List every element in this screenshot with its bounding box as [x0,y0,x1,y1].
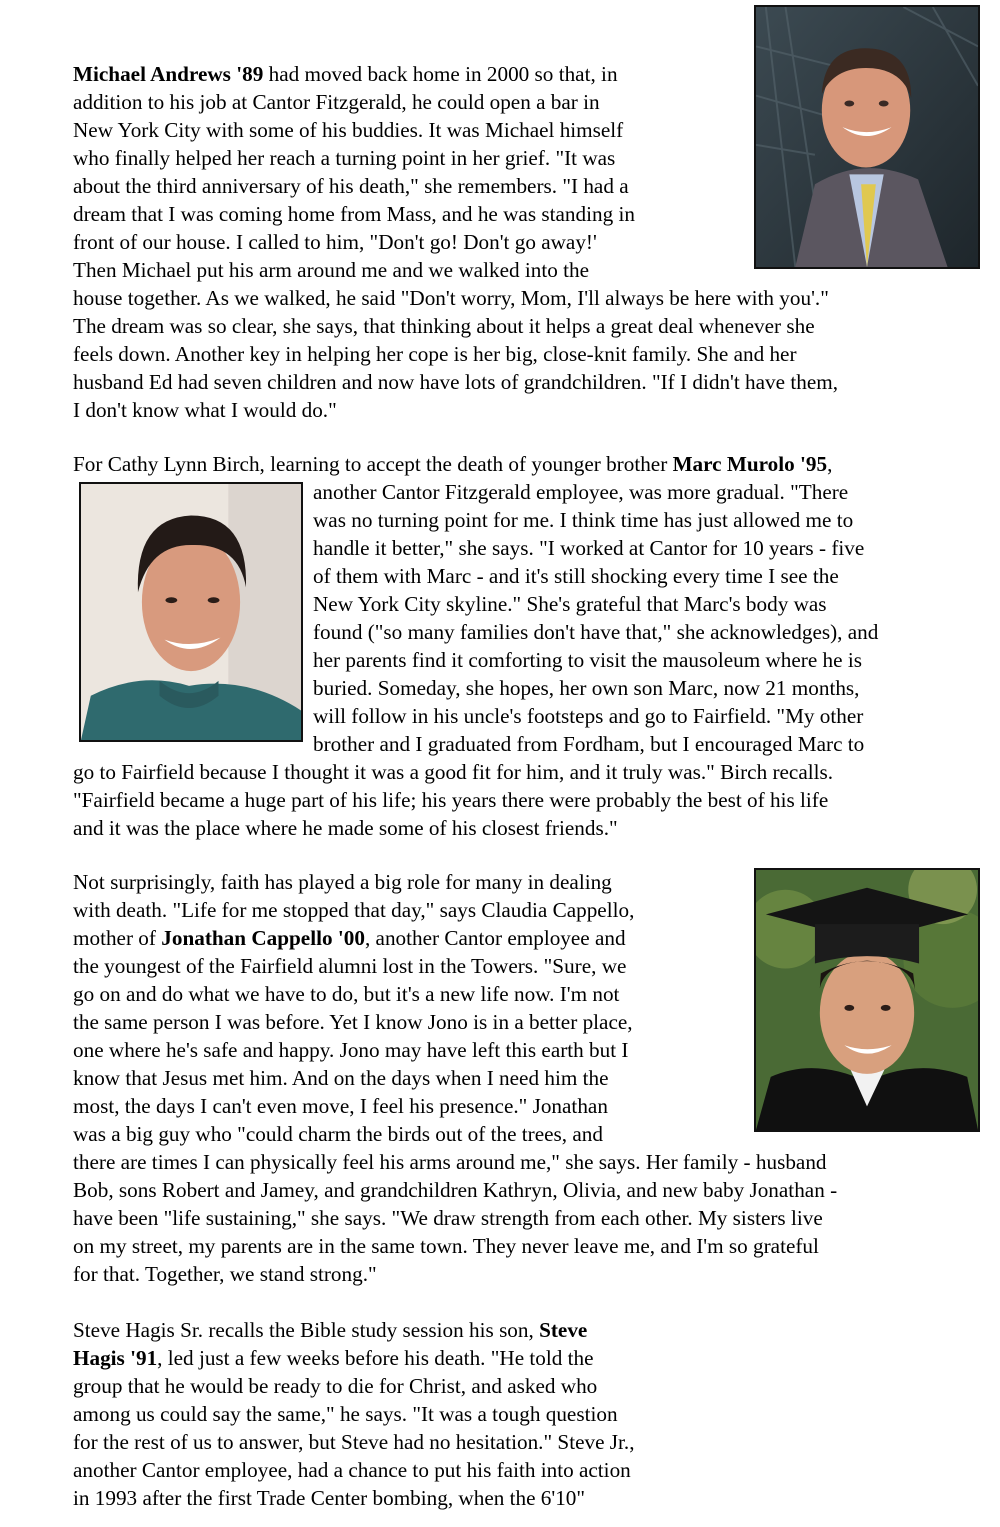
text-run: her parents find it comforting to visit the mausoleum where he is [313,648,862,672]
text-run: dream that I was coming home from Mass, and he was standing in [73,202,635,226]
text-run: know that Jesus met him. And on the days when I need him the [73,1066,609,1090]
text-line [73,60,988,88]
text-line [73,980,988,1008]
text-line [73,1064,988,1092]
text-line [73,88,988,116]
text-line [73,534,988,562]
text-line [73,1428,988,1456]
text-run: had moved back home in 2000 so that, in [263,62,618,86]
text-run: I don't know what I would do." [73,398,337,422]
text-line [73,562,988,590]
text-line [73,1372,988,1400]
text-run: New York City with some of his buddies. It was Michael himself [73,118,624,142]
text-line [73,116,988,144]
text-run: , [827,452,833,476]
text-line [73,1036,988,1064]
text-run: most, the days I can't even move, I feel his presence." Jonathan [73,1094,608,1118]
text-run: of them with Marc - and it's still shocking every time I see the [313,564,839,588]
text-line [73,1456,988,1484]
text-run: , led just a few weeks before his death. "He told the [157,1346,594,1370]
text-line [73,1316,988,1344]
text-line [73,1484,988,1512]
text-run: for that. Together, we stand strong." [73,1262,377,1286]
text-line [73,702,988,730]
text-line [73,340,988,368]
paragraph-marc-murolo [73,450,988,842]
text-line [73,396,988,424]
text-line [73,868,988,896]
text-line [73,1260,988,1288]
text-run: with death. "Life for me stopped that day," says Claudia Cappello, [73,898,635,922]
text-run: Not surprisingly, faith has played a big role for many in dealing [73,870,612,894]
text-line [73,674,988,702]
text-run: The dream was so clear, she says, that thinking about it helps a great deal whenever she [73,314,815,338]
text-run: husband Ed had seven children and now have lots of grandchildren. "If I didn't have them, [73,370,838,394]
text-line [73,312,988,340]
text-line [73,590,988,618]
text-line [73,1204,988,1232]
text-line [73,730,988,758]
text-run: the same person I was before. Yet I know Jono is in a better place, [73,1010,633,1034]
text-line [73,144,988,172]
text-line [73,1008,988,1036]
text-run: will follow in his uncle's footsteps and go to Fairfield. "My other [313,704,864,728]
text-run: addition to his job at Cantor Fitzgerald, he could open a bar in [73,90,600,114]
paragraph-jonathan-cappello [73,868,988,1288]
text-line [73,284,988,312]
text-run: another Cantor employee, had a chance to put his faith into action [73,1458,631,1482]
text-run: the youngest of the Fairfield alumni lost in the Towers. "Sure, we [73,954,627,978]
text-run: there are times I can physically feel his arms around me," she says. Her family - husband [73,1150,827,1174]
bold-name: Steve [539,1318,588,1342]
text-run: about the third anniversary of his death," she remembers. "I had a [73,174,629,198]
text-run: Bob, sons Robert and Jamey, and grandchildren Kathryn, Olivia, and new baby Jonathan - [73,1178,838,1202]
text-line [73,228,988,256]
text-run: on my street, my parents are in the same town. They never leave me, and I'm so grateful [73,1234,819,1258]
text-run: Then Michael put his arm around me and we walked into the [73,258,590,282]
text-line [73,1148,988,1176]
text-line [73,1092,988,1120]
text-run: front of our house. I called to him, "Don't go! Don't go away!' [73,230,597,254]
text-line [73,478,988,506]
text-run: group that he would be ready to die for Christ, and asked who [73,1374,598,1398]
text-run: another Cantor Fitzgerald employee, was more gradual. "There [313,480,849,504]
text-line [73,506,988,534]
text-run: who finally helped her reach a turning point in her grief. "It was [73,146,616,170]
text-run: New York City skyline." She's grateful that Marc's body was [313,592,827,616]
text-line [73,758,988,786]
text-run: buried. Someday, she hopes, her own son Marc, now 21 months, [313,676,860,700]
text-line [73,200,988,228]
text-run: in 1993 after the first Trade Center bombing, when the 6'10" [73,1486,586,1510]
text-line [73,1232,988,1260]
text-run: was a big guy who "could charm the birds out of the trees, and [73,1122,603,1146]
text-run: mother of [73,926,162,950]
bold-name: Marc Murolo '95 [672,452,828,476]
text-line [73,646,988,674]
text-line [73,172,988,200]
text-line [73,1344,988,1372]
text-line [73,786,988,814]
text-run: was no turning point for me. I think time has just allowed me to [313,508,854,532]
text-run: house together. As we walked, he said "Don't worry, Mom, I'll always be here with you'." [73,286,829,310]
text-line [73,1400,988,1428]
bold-name: Hagis '91 [73,1346,158,1370]
paragraph-michael-andrews [73,60,988,424]
text-run: For Cathy Lynn Birch, learning to accept the death of younger brother [73,452,673,476]
text-run: one where he's safe and happy. Jono may have left this earth but I [73,1038,629,1062]
text-line [73,450,988,478]
text-line [73,368,988,396]
text-run: handle it better," she says. "I worked at Cantor for 10 years - five [313,536,865,560]
text-run: , another Cantor employee and [364,926,626,950]
text-run: Steve Hagis Sr. recalls the Bible study session his son, [73,1318,540,1342]
text-line [73,618,988,646]
text-run: go to Fairfield because I thought it was a good fit for him, and it truly was." Birch recalls. [73,760,834,784]
text-run: among us could say the same," he says. "It was a tough question [73,1402,618,1426]
text-run: brother and I graduated from Fordham, but I encouraged Marc to [313,732,865,756]
text-run: for the rest of us to answer, but Steve had no hesitation." Steve Jr., [73,1430,635,1454]
text-line [73,814,988,842]
text-line [73,896,988,924]
bold-name: Michael Andrews '89 [73,62,264,86]
text-run: go on and do what we have to do, but it's a new life now. I'm not [73,982,620,1006]
text-run: and it was the place where he made some of his closest friends." [73,816,618,840]
text-run: "Fairfield became a huge part of his life; his years there were probably the best of his life [73,788,829,812]
text-line [73,952,988,980]
text-line [73,1120,988,1148]
text-run: feels down. Another key in helping her cope is her big, close-knit family. She and her [73,342,797,366]
bold-name: Jonathan Cappello '00 [161,926,365,950]
text-line [73,1176,988,1204]
text-run: have been "life sustaining," she says. "We draw strength from each other. My sisters live [73,1206,823,1230]
text-line [73,924,988,952]
paragraph-steve-hagis [73,1316,988,1512]
text-line [73,256,988,284]
text-run: found ("so many families don't have that," she acknowledges), and [313,620,879,644]
